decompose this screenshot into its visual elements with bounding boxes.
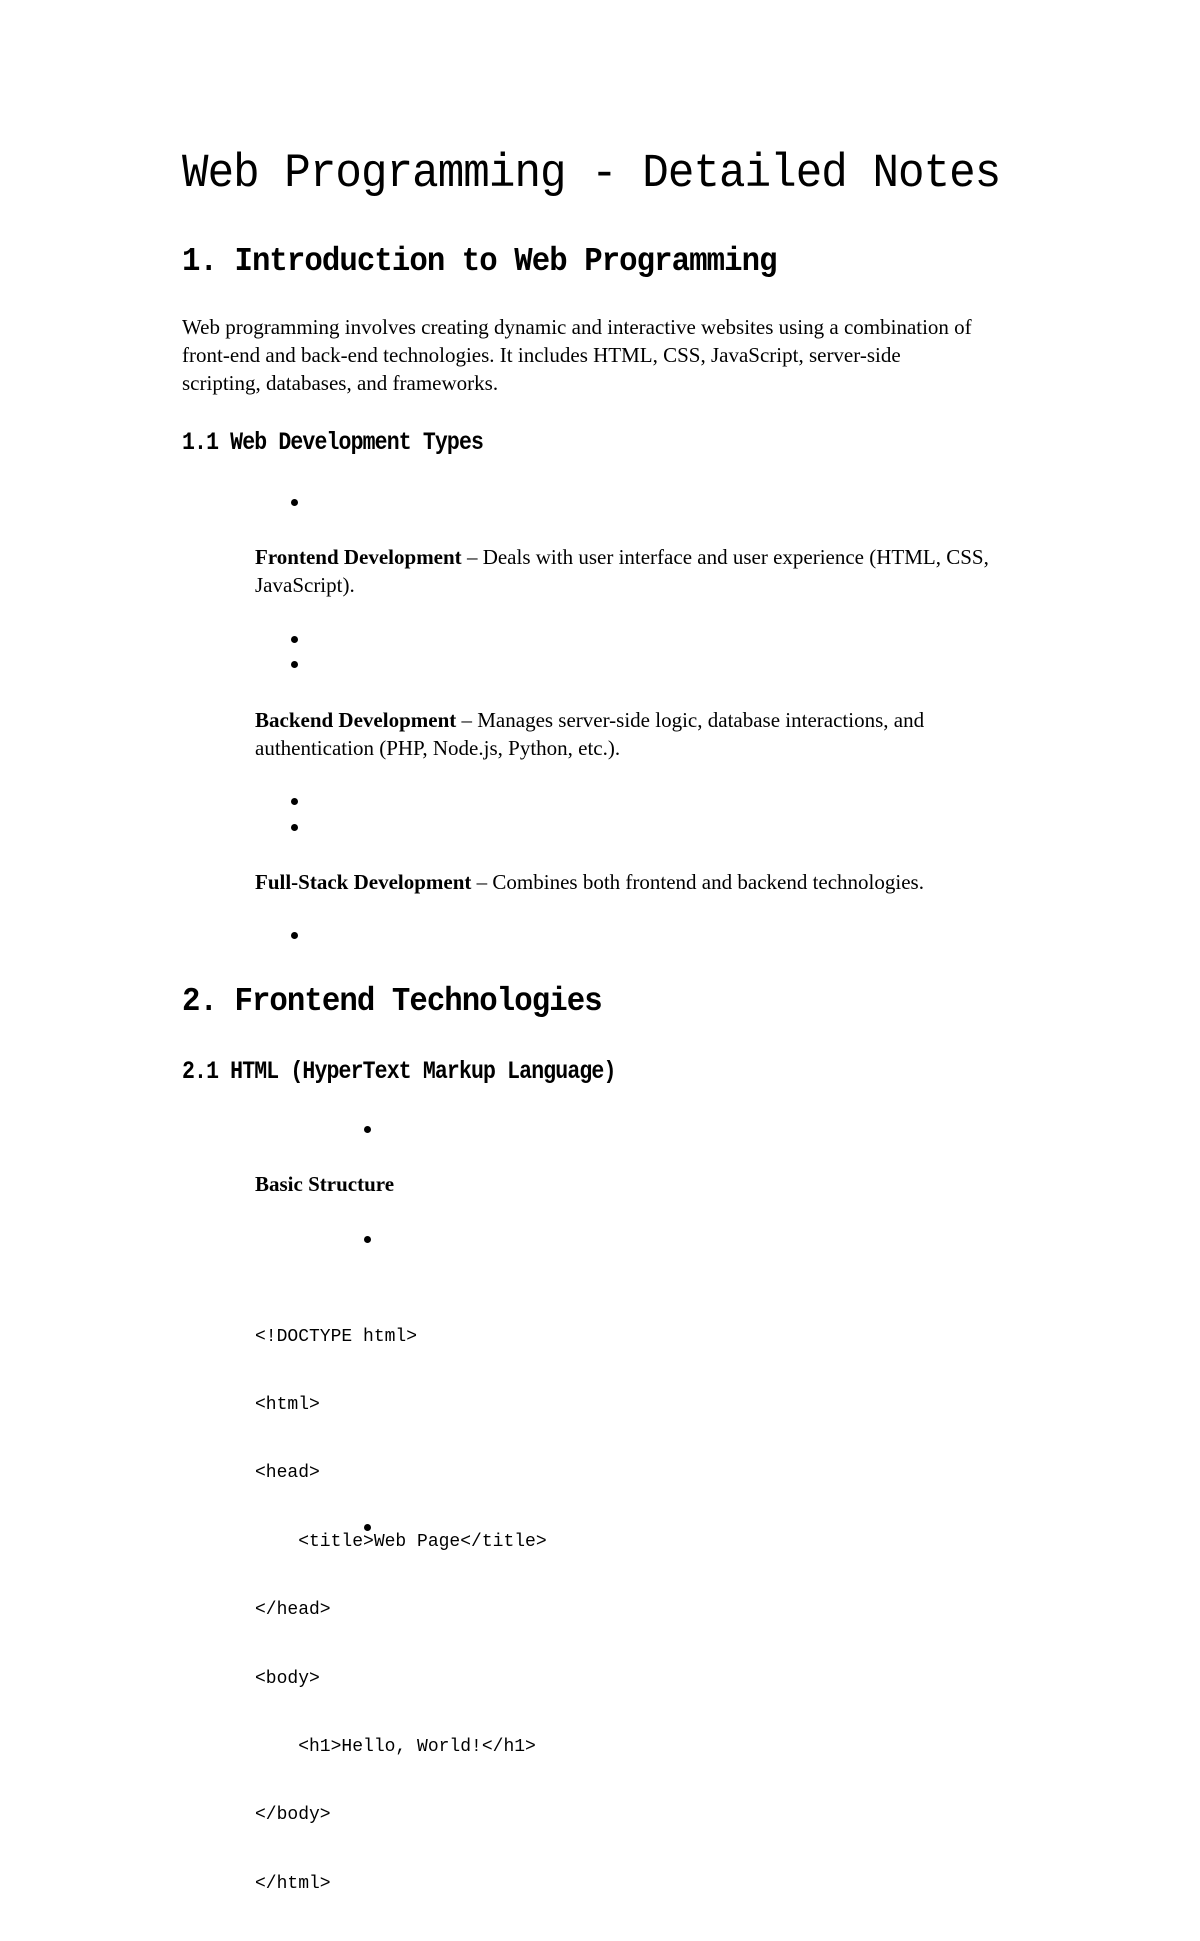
basic-structure-label: [255, 1170, 1035, 1198]
code-line: <!DOCTYPE html>: [255, 1326, 418, 1347]
subsection-heading-1-1: 1.1 Web Development Types: [182, 428, 484, 457]
list-item-description: – Deals with user interface and user experience (HTML, CSS, JavaScript).: [255, 545, 989, 597]
bullet-marker: [364, 1524, 371, 1531]
list-item-term: Full-Stack Development: [255, 870, 472, 894]
list-item-description: – Manages server-side logic, database interactions, and authentication (PHP, Node.js, Python, etc.).: [255, 708, 925, 760]
code-line: </html>: [255, 1873, 331, 1894]
code-line: <h1>Hello, World!</h1>: [255, 1736, 536, 1757]
section-heading-1: 1. Introduction to Web Programming: [182, 243, 777, 280]
list-item-description: – Combines both frontend and backend technologies.: [471, 870, 924, 894]
code-block: [255, 1280, 547, 1941]
subsection-heading-2-1: 2.1 HTML (HyperText Markup Language): [182, 1057, 616, 1086]
intro-paragraph: Web programming involves creating dynamic and interactive websites using a combination of front-end and back-end technologies. It includes HTML, CSS, JavaScript, server-side scripting, databases, and frameworks.: [182, 315, 972, 395]
basic-structure-text: Basic Structure: [255, 1172, 395, 1196]
code-line: <body>: [255, 1668, 320, 1689]
bullet-marker: [291, 636, 298, 643]
bullet-marker: [291, 932, 298, 939]
list-item-term: Backend Development: [255, 708, 457, 732]
code-line: <html>: [255, 1394, 320, 1415]
document-title: Web Programming - Detailed Notes: [182, 148, 1001, 201]
section-heading-2: 2. Frontend Technologies: [182, 983, 602, 1020]
code-line: </body>: [255, 1805, 331, 1826]
list-item-fullstack: [255, 868, 1055, 896]
bullet-marker: [291, 798, 298, 805]
bullet-marker: [291, 824, 298, 831]
list-item-backend: [255, 706, 1035, 762]
code-line: <title>Web Page</title>: [255, 1531, 547, 1552]
code-line: </head>: [255, 1600, 331, 1621]
code-line: <head>: [255, 1463, 320, 1484]
bullet-marker: [291, 499, 298, 506]
bullet-marker: [364, 1126, 371, 1133]
list-item-term: Frontend Development: [255, 545, 462, 569]
bullet-marker: [291, 661, 298, 668]
list-item-frontend: [255, 543, 1035, 599]
bullet-marker: [364, 1236, 371, 1243]
